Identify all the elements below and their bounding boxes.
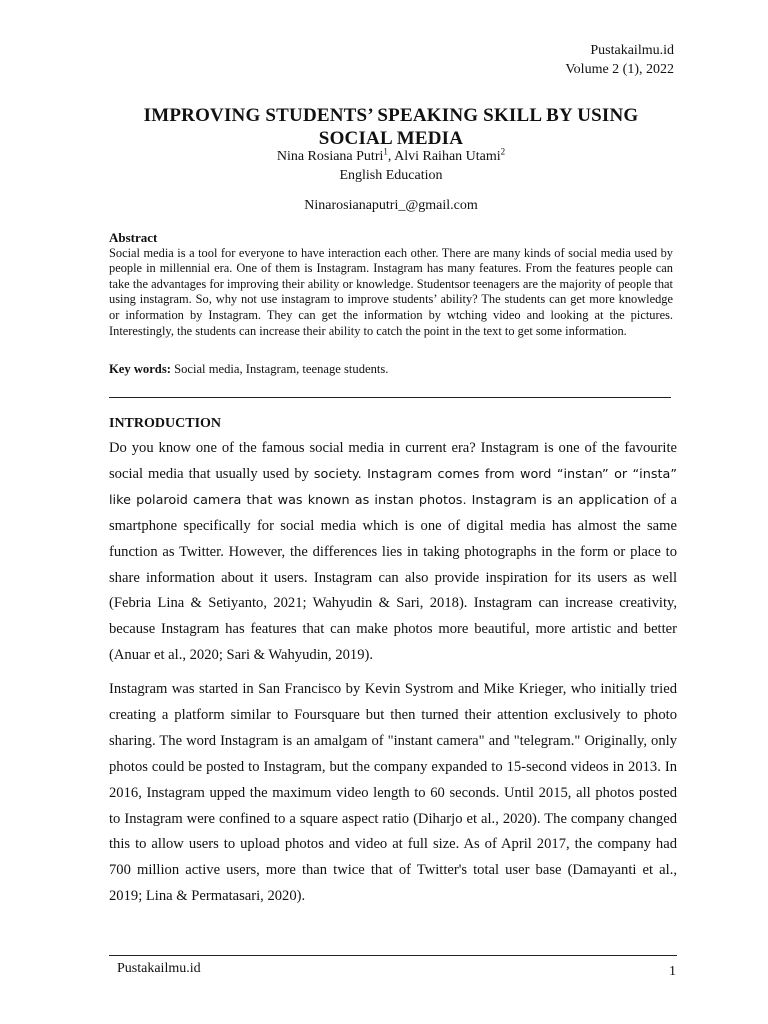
paper-title-line-2: SOCIAL MEDIA <box>318 128 464 149</box>
abstract-body: Social media is a tool for everyone to have interaction each other. There are many kinds of social media used by people in millennial era. One of them is Instagram. Instagram has many features. From the features people can take the advantages for improving their ability or knowledge. Studentsor teenagers are the majority of people that using instagram. So, why not use instagram to improve students’ ability? The students can get more knowledge or information by Instagram. They can get the information by wtching video and looking at the pictures. Interestingly, the students can increase their ability to catch the point in the text to get some information. <box>109 245 673 338</box>
author-block <box>100 147 682 185</box>
paragraph-1-part-a: Do you know one of the famous social media in current era? Instagram is one of the favourite social media that usually used by <box>109 440 677 482</box>
abstract-divider <box>109 397 671 398</box>
abstract-section <box>109 230 673 339</box>
author-2-name: Alvi Raihan Utami <box>394 149 501 164</box>
author-affiliation: English Education <box>339 168 443 183</box>
author-1-name: Nina Rosiana Putri <box>276 149 384 164</box>
paper-title-line-1: IMPROVING STUDENTS’ SPEAKING SKILL BY USING <box>143 105 639 126</box>
keywords-value: Social media, Instagram, teenage students. <box>170 362 389 376</box>
footer-journal-name: Pustakailmu.id <box>117 961 201 976</box>
header-volume: Volume 2 (1), 2022 <box>565 62 674 77</box>
introduction-heading: INTRODUCTION <box>109 416 222 431</box>
page-number: 1 <box>669 964 676 979</box>
introduction-paragraph-1 <box>109 436 677 669</box>
author-email: Ninarosianaputri_@gmail.com <box>304 198 478 213</box>
paragraph-1-part-c: of a smartphone specifically for social media which is one of digital media has almost the same function as Twitter. However, the differences lies in taking photographs in the form or place to share information about it users. Instagram can also provide inspiration for its users as well (Febria Lina & Setiyanto, 2021; Wahyudin & Sari, 2018). Instagram can increase creativity, because Instagram has features that can make photos more beautiful, more artistic and better (Anuar et al., 2020; Sari & Wahyudin, 2019). <box>109 491 678 664</box>
author-separator: , <box>387 149 395 164</box>
author-1-affiliation-mark: 1 <box>383 146 388 157</box>
keywords-label: Key words: <box>109 362 171 376</box>
header-journal-name: Pustakailmu.id <box>590 43 674 58</box>
abstract-heading: Abstract <box>109 230 158 245</box>
footer-divider <box>109 955 677 956</box>
author-line <box>100 147 682 166</box>
paragraph-1-part-b: society. Instagram comes from word “instan” or “insta” like polaroid camera that was known as instan photos. Instagram is an application <box>109 466 677 508</box>
author-2-affiliation-mark: 2 <box>500 146 506 157</box>
paper-title <box>100 104 682 150</box>
introduction-paragraph-2: Instagram was started in San Francisco by Kevin Systrom and Mike Krieger, who initially tried creating a platform similar to Foursquare but then turned their attention exclusively to photo sharing. The word Instagram is an amalgam of "instant camera" and "telegram." Originally, only photos could be posted to Instagram, but the company expanded to 15-second videos in 2013. In 2016, Instagram upped the maximum video length to 60 seconds. Until 2015, all photos posted to Instagram were confined to a square aspect ratio (Diharjo et al., 2020). The company changed this to allow users to upload photos and video at full size. As of April 2017, the company had 700 million active users, more than twice that of Twitter's total user base (Damayanti et al., 2019; Lina & Permatasari, 2020). <box>109 681 677 905</box>
running-header <box>565 41 674 79</box>
keywords-line <box>109 362 673 377</box>
